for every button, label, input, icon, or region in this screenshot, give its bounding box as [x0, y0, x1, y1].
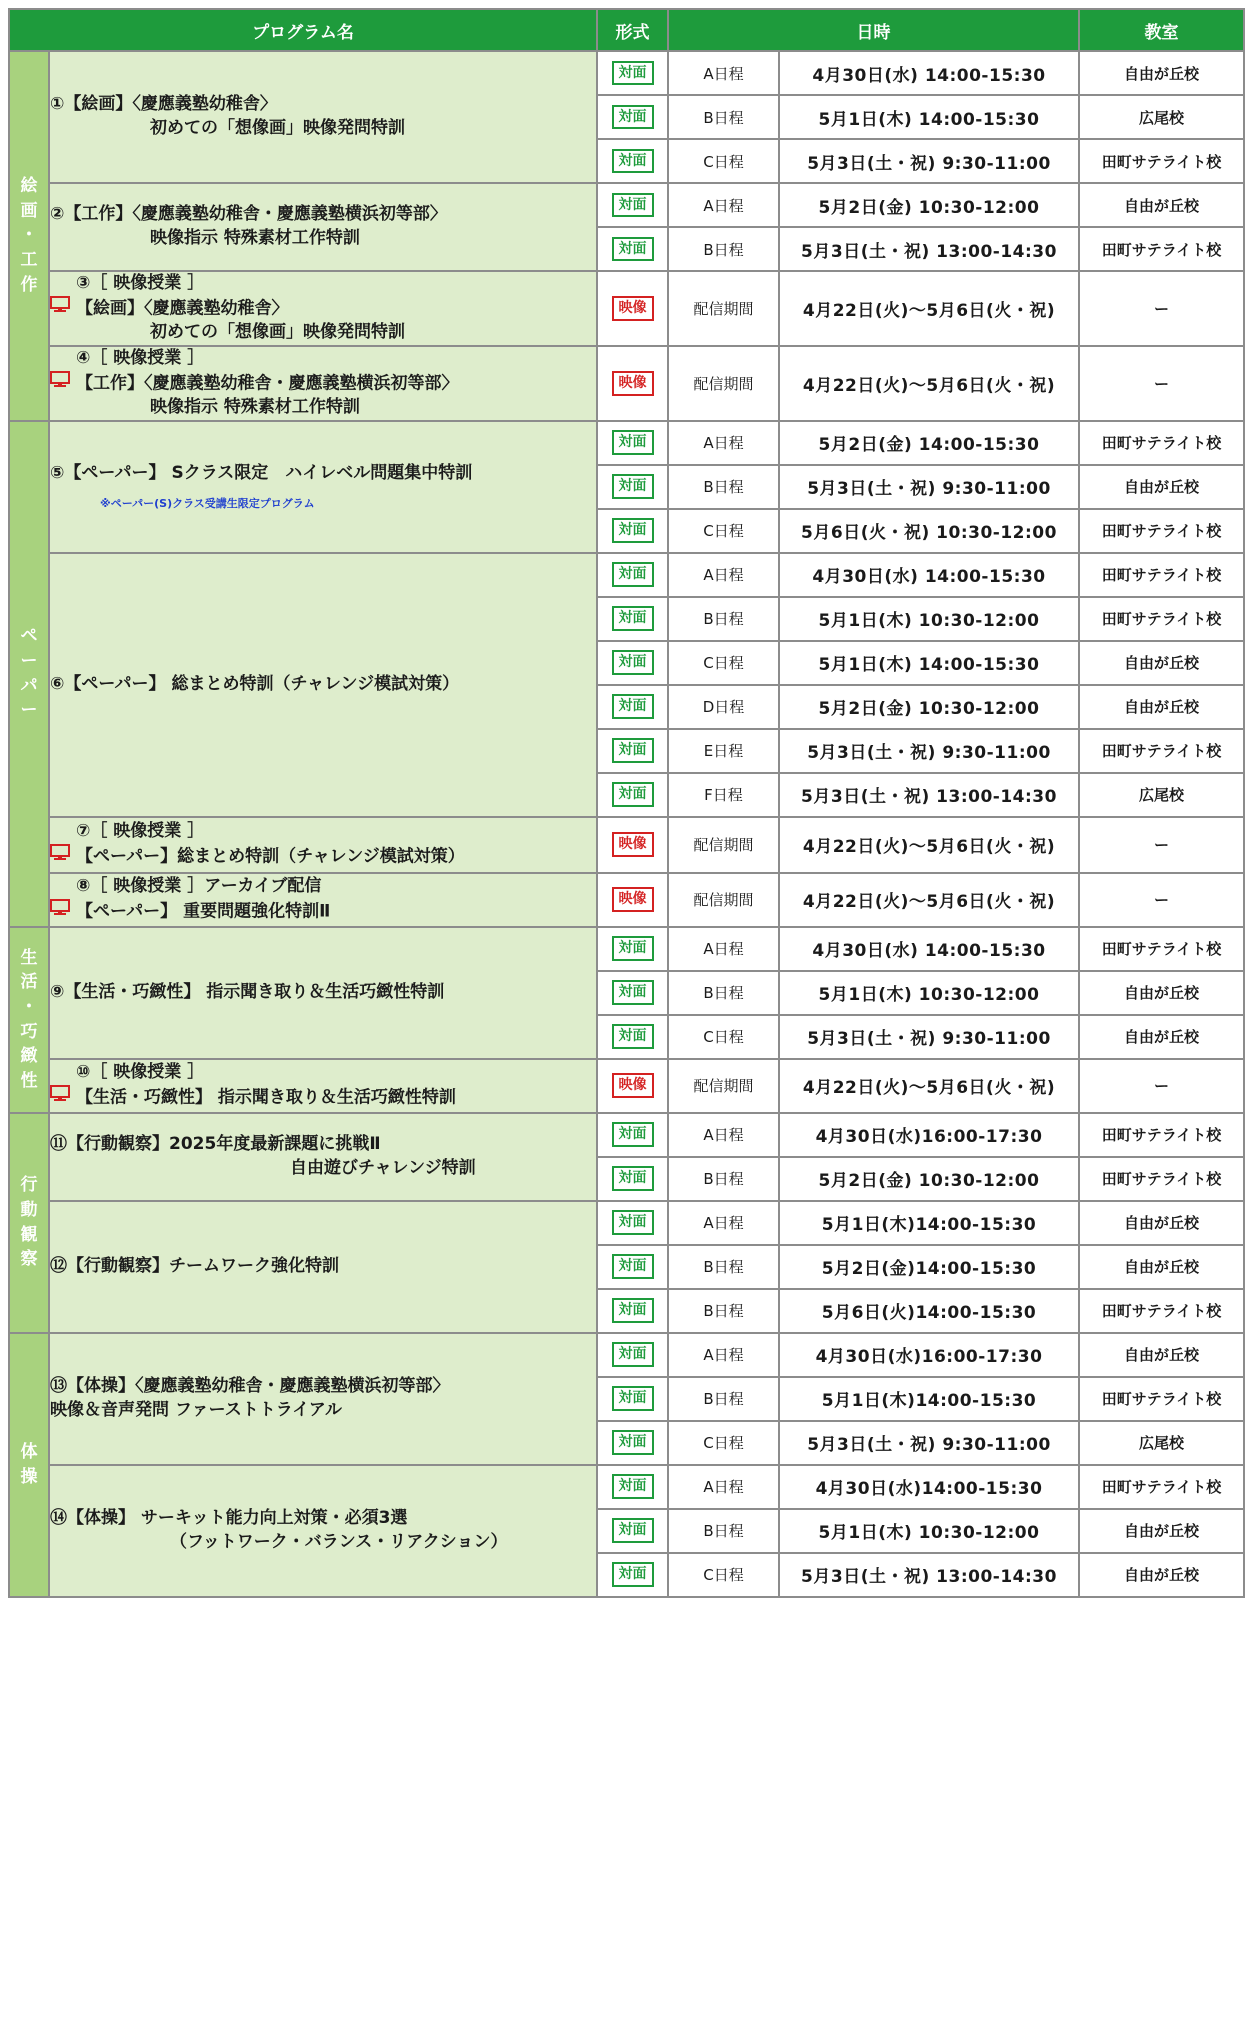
- video-badge: 映像: [612, 371, 654, 396]
- program-line: [50, 462, 596, 486]
- session-room: 田町サテライト校: [1079, 1157, 1244, 1201]
- program-line-text: ②【工作】〈慶應義塾幼稚舎・慶應義塾横浜初等部〉: [50, 204, 447, 225]
- session-datetime: 4月30日(水)16:00-17:30: [779, 1333, 1079, 1377]
- session-room: 自由が丘校: [1079, 183, 1244, 227]
- format-cell: [597, 1333, 668, 1377]
- session-datetime: 4月30日(水)16:00-17:30: [779, 1113, 1079, 1157]
- session-datetime: 5月3日(土・祝) 13:00-14:30: [779, 227, 1079, 271]
- format-cell: [597, 421, 668, 465]
- monitor-icon: [50, 371, 70, 396]
- session-name: B日程: [668, 1157, 779, 1201]
- category-char: 動: [20, 1199, 38, 1220]
- session-name: B日程: [668, 465, 779, 509]
- in-person-badge: 対面: [612, 694, 654, 719]
- session-row: [9, 51, 1244, 95]
- session-room: 田町サテライト校: [1079, 139, 1244, 183]
- session-name: A日程: [668, 1201, 779, 1245]
- in-person-badge: 対面: [612, 1024, 654, 1049]
- format-cell: [597, 1201, 668, 1245]
- session-datetime: 5月2日(金) 10:30-12:00: [779, 685, 1079, 729]
- session-name: 配信期間: [668, 873, 779, 927]
- program-line-text: ⑭【体操】 サーキット能力向上対策・必須3選: [50, 1507, 408, 1528]
- in-person-badge: 対面: [612, 1166, 654, 1191]
- monitor-icon: [50, 1085, 70, 1110]
- format-cell: [597, 509, 668, 553]
- category-char: 観: [20, 1224, 38, 1245]
- session-room: 自由が丘校: [1079, 685, 1244, 729]
- session-datetime: 5月2日(金) 10:30-12:00: [779, 183, 1079, 227]
- category-char: 作: [20, 274, 38, 295]
- category-label: [9, 51, 49, 421]
- session-room: 田町サテライト校: [1079, 597, 1244, 641]
- video-badge: 映像: [612, 832, 654, 857]
- session-datetime: 5月1日(木) 10:30-12:00: [779, 597, 1079, 641]
- category-char: 活: [20, 972, 38, 993]
- session-room: 田町サテライト校: [1079, 1465, 1244, 1509]
- session-name: C日程: [668, 1015, 779, 1059]
- session-room: ー: [1079, 817, 1244, 873]
- session-name: B日程: [668, 1289, 779, 1333]
- session-room: 広尾校: [1079, 1421, 1244, 1465]
- session-datetime: 5月3日(土・祝) 9:30-11:00: [779, 1421, 1079, 1465]
- session-name: 配信期間: [668, 346, 779, 421]
- session-name: C日程: [668, 641, 779, 685]
- program-line-text: ⑥【ペーパー】 総まとめ特訓（チャレンジ模試対策）: [50, 673, 460, 694]
- session-name: B日程: [668, 971, 779, 1015]
- session-datetime: 5月2日(金)14:00-15:30: [779, 1245, 1079, 1289]
- session-room: 自由が丘校: [1079, 1553, 1244, 1597]
- session-name: 配信期間: [668, 817, 779, 873]
- in-person-badge: 対面: [612, 518, 654, 543]
- session-row: [9, 927, 1244, 971]
- session-datetime: 5月1日(木) 10:30-12:00: [779, 1509, 1079, 1553]
- format-cell: [597, 227, 668, 271]
- session-room: 自由が丘校: [1079, 1333, 1244, 1377]
- session-name: A日程: [668, 1465, 779, 1509]
- program-line: [50, 673, 596, 697]
- format-cell: [597, 971, 668, 1015]
- program-line: [50, 117, 596, 141]
- session-room: 田町サテライト校: [1079, 729, 1244, 773]
- session-name: C日程: [668, 139, 779, 183]
- format-cell: [597, 1377, 668, 1421]
- session-name: B日程: [668, 597, 779, 641]
- program-note: ※ペーパー(S)クラス受講生限定プログラム: [100, 496, 315, 510]
- program-line-text: 【ペーパー】 重要問題強化特訓Ⅱ: [76, 901, 331, 922]
- in-person-badge: 対面: [612, 1122, 654, 1147]
- format-cell: [597, 465, 668, 509]
- category-char: 察: [20, 1249, 38, 1270]
- in-person-badge: 対面: [612, 61, 654, 86]
- session-name: A日程: [668, 927, 779, 971]
- session-room: 田町サテライト校: [1079, 1113, 1244, 1157]
- session-datetime: 5月3日(土・祝) 13:00-14:30: [779, 773, 1079, 817]
- program-line-text: 映像指示 特殊素材工作特訓: [150, 228, 360, 248]
- category-char: ・: [20, 225, 38, 246]
- program-line-text: 初めての「想像画」映像発問特訓: [150, 322, 405, 342]
- program-line: [50, 203, 596, 227]
- session-room: 田町サテライト校: [1079, 553, 1244, 597]
- session-name: B日程: [668, 1509, 779, 1553]
- program-line: [50, 371, 596, 396]
- session-room: ー: [1079, 346, 1244, 421]
- session-room: 田町サテライト校: [1079, 421, 1244, 465]
- session-room: 自由が丘校: [1079, 1015, 1244, 1059]
- program-line: [50, 347, 596, 371]
- session-room: 田町サテライト校: [1079, 1377, 1244, 1421]
- session-datetime: 5月2日(金) 14:00-15:30: [779, 421, 1079, 465]
- schedule-body: [9, 51, 1244, 1597]
- program-line: [50, 1085, 596, 1110]
- program-line-text: ④［ 映像授業 ］: [76, 347, 205, 368]
- category-char: 緻: [20, 1046, 38, 1067]
- program-line: [50, 227, 596, 251]
- header-program: プログラム名: [9, 9, 597, 51]
- category-char: 操: [20, 1466, 38, 1487]
- program-line-text: 初めての「想像画」映像発問特訓: [150, 118, 405, 138]
- format-cell: [597, 817, 668, 873]
- category-char: ー: [20, 700, 38, 721]
- session-row: [9, 1465, 1244, 1509]
- program-line: [50, 396, 596, 420]
- session-datetime: 4月30日(水) 14:00-15:30: [779, 51, 1079, 95]
- program-line: [50, 899, 596, 924]
- session-name: C日程: [668, 1421, 779, 1465]
- video-badge: 映像: [612, 887, 654, 912]
- in-person-badge: 対面: [612, 149, 654, 174]
- session-name: C日程: [668, 1553, 779, 1597]
- in-person-badge: 対面: [612, 606, 654, 631]
- session-row: [9, 421, 1244, 465]
- program-line-text: ⑦［ 映像授業 ］: [76, 821, 205, 842]
- program-line: [50, 1061, 596, 1085]
- session-row: [9, 271, 1244, 346]
- format-cell: [597, 873, 668, 927]
- program-line-text: 【ペーパー】総まとめ特訓（チャレンジ模試対策）: [76, 846, 465, 867]
- in-person-badge: 対面: [612, 936, 654, 961]
- session-room: 広尾校: [1079, 773, 1244, 817]
- session-name: F日程: [668, 773, 779, 817]
- program-line-text: ①【絵画】〈慶應義塾幼稚舎〉: [50, 94, 277, 115]
- session-row: [9, 817, 1244, 873]
- monitor-icon: [50, 296, 70, 321]
- in-person-badge: 対面: [612, 1474, 654, 1499]
- in-person-badge: 対面: [612, 105, 654, 130]
- session-name: E日程: [668, 729, 779, 773]
- session-datetime: 5月6日(火)14:00-15:30: [779, 1289, 1079, 1333]
- session-row: [9, 183, 1244, 227]
- program-name: [49, 1333, 597, 1465]
- program-name: [49, 553, 597, 817]
- session-datetime: 5月1日(木) 10:30-12:00: [779, 971, 1079, 1015]
- in-person-badge: 対面: [612, 980, 654, 1005]
- session-name: 配信期間: [668, 271, 779, 346]
- category-char: 性: [20, 1070, 38, 1091]
- in-person-badge: 対面: [612, 1562, 654, 1587]
- program-name: [49, 51, 597, 183]
- format-cell: [597, 927, 668, 971]
- program-line-text: ⑬【体操】〈慶應義塾幼稚舎・慶應義塾横浜初等部〉: [50, 1375, 450, 1396]
- category-label: [9, 1113, 49, 1333]
- session-datetime: 4月30日(水) 14:00-15:30: [779, 927, 1079, 971]
- format-cell: [597, 95, 668, 139]
- in-person-badge: 対面: [612, 782, 654, 807]
- session-room: 自由が丘校: [1079, 641, 1244, 685]
- in-person-badge: 対面: [612, 1386, 654, 1411]
- session-datetime: 4月22日(火)～5月6日(火・祝): [779, 1059, 1079, 1113]
- program-line: [50, 1157, 596, 1181]
- program-name: [49, 346, 597, 421]
- session-datetime: 5月2日(金) 10:30-12:00: [779, 1157, 1079, 1201]
- program-line: [50, 981, 596, 1005]
- session-datetime: 4月22日(火)～5月6日(火・祝): [779, 817, 1079, 873]
- header-datetime: 日時: [668, 9, 1079, 51]
- session-room: ー: [1079, 271, 1244, 346]
- program-line: [50, 875, 596, 899]
- in-person-badge: 対面: [612, 562, 654, 587]
- session-row: [9, 1059, 1244, 1113]
- session-name: B日程: [668, 227, 779, 271]
- session-room: ー: [1079, 873, 1244, 927]
- in-person-badge: 対面: [612, 650, 654, 675]
- session-datetime: 4月22日(火)～5月6日(火・祝): [779, 873, 1079, 927]
- video-badge: 映像: [612, 296, 654, 321]
- format-cell: [597, 346, 668, 421]
- in-person-badge: 対面: [612, 738, 654, 763]
- format-cell: [597, 641, 668, 685]
- in-person-badge: 対面: [612, 1298, 654, 1323]
- header-room: 教室: [1079, 9, 1244, 51]
- program-line-text: 【絵画】〈慶應義塾幼稚舎〉: [76, 298, 289, 319]
- format-cell: [597, 1421, 668, 1465]
- category-label: [9, 1333, 49, 1597]
- session-datetime: 5月3日(土・祝) 9:30-11:00: [779, 139, 1079, 183]
- session-name: A日程: [668, 421, 779, 465]
- program-name: [49, 1113, 597, 1201]
- session-datetime: 5月1日(木) 14:00-15:30: [779, 641, 1079, 685]
- category-char: パ: [20, 675, 38, 696]
- in-person-badge: 対面: [612, 1518, 654, 1543]
- program-line: [50, 1531, 596, 1555]
- in-person-badge: 対面: [612, 1430, 654, 1455]
- format-cell: [597, 51, 668, 95]
- category-char: 行: [20, 1175, 38, 1196]
- program-line-text: ⑧［ 映像授業 ］アーカイブ配信: [76, 876, 322, 897]
- session-name: A日程: [668, 553, 779, 597]
- program-line-text: 自由遊びチャレンジ特訓: [290, 1157, 476, 1178]
- session-room: 田町サテライト校: [1079, 227, 1244, 271]
- format-cell: [597, 1289, 668, 1333]
- program-line: [50, 1133, 596, 1157]
- session-row: [9, 553, 1244, 597]
- session-datetime: 5月3日(土・祝) 9:30-11:00: [779, 465, 1079, 509]
- program-line: [50, 93, 596, 117]
- session-name: A日程: [668, 183, 779, 227]
- category-label: [9, 927, 49, 1113]
- session-name: A日程: [668, 1113, 779, 1157]
- format-cell: [597, 597, 668, 641]
- format-cell: [597, 1113, 668, 1157]
- session-room: 自由が丘校: [1079, 51, 1244, 95]
- program-line-text: ⑫【行動観察】チームワーク強化特訓: [50, 1255, 339, 1276]
- session-room: 田町サテライト校: [1079, 509, 1244, 553]
- in-person-badge: 対面: [612, 474, 654, 499]
- program-name: [49, 271, 597, 346]
- format-cell: [597, 685, 668, 729]
- session-datetime: 4月30日(水) 14:00-15:30: [779, 553, 1079, 597]
- category-char: ー: [20, 650, 38, 671]
- program-line: [50, 1507, 596, 1531]
- program-name: [49, 873, 597, 927]
- format-cell: [597, 553, 668, 597]
- session-name: D日程: [668, 685, 779, 729]
- session-row: [9, 1113, 1244, 1157]
- category-char: ・: [20, 996, 38, 1017]
- session-room: 自由が丘校: [1079, 1509, 1244, 1553]
- format-cell: [597, 729, 668, 773]
- format-cell: [597, 139, 668, 183]
- program-line-text: 【工作】〈慶應義塾幼稚舎・慶應義塾横浜初等部〉: [76, 373, 459, 393]
- format-cell: [597, 1553, 668, 1597]
- header-row: [9, 9, 1244, 51]
- category-char: 巧: [20, 1021, 38, 1042]
- session-name: A日程: [668, 51, 779, 95]
- session-room: ー: [1079, 1059, 1244, 1113]
- program-line-text: ⑪【行動観察】2025年度最新課題に挑戦Ⅱ: [50, 1133, 381, 1154]
- category-char: 体: [20, 1441, 38, 1462]
- category-char: ペ: [20, 626, 38, 647]
- format-cell: [597, 1157, 668, 1201]
- format-cell: [597, 1465, 668, 1509]
- session-datetime: 5月3日(土・祝) 9:30-11:00: [779, 729, 1079, 773]
- program-name: [49, 421, 597, 553]
- session-datetime: 5月1日(木)14:00-15:30: [779, 1201, 1079, 1245]
- category-char: 絵: [20, 176, 38, 197]
- session-name: C日程: [668, 509, 779, 553]
- category-char: 生: [20, 947, 38, 968]
- program-line: [50, 1375, 596, 1399]
- program-line-text: 映像＆音声発問 ファーストトライアル: [50, 1399, 343, 1420]
- category-label: [9, 421, 49, 927]
- session-datetime: 4月22日(火)～5月6日(火・祝): [779, 271, 1079, 346]
- session-room: 自由が丘校: [1079, 971, 1244, 1015]
- program-name: [49, 183, 597, 271]
- category-char: 画: [20, 200, 38, 221]
- in-person-badge: 対面: [612, 430, 654, 455]
- format-cell: [597, 183, 668, 227]
- session-datetime: 5月1日(木) 14:00-15:30: [779, 95, 1079, 139]
- session-datetime: 5月6日(火・祝) 10:30-12:00: [779, 509, 1079, 553]
- program-line: [50, 844, 596, 869]
- program-name: [49, 927, 597, 1059]
- video-badge: 映像: [612, 1073, 654, 1098]
- session-name: B日程: [668, 95, 779, 139]
- category-char: 工: [20, 250, 38, 271]
- schedule-table: [8, 8, 1245, 1598]
- session-name: 配信期間: [668, 1059, 779, 1113]
- header-format: 形式: [597, 9, 668, 51]
- program-line: [50, 321, 596, 345]
- session-row: [9, 1333, 1244, 1377]
- format-cell: [597, 773, 668, 817]
- monitor-icon: [50, 844, 70, 869]
- in-person-badge: 対面: [612, 237, 654, 262]
- session-row: [9, 346, 1244, 421]
- program-name: [49, 817, 597, 873]
- in-person-badge: 対面: [612, 1254, 654, 1279]
- program-line-text: 【生活・巧緻性】 指示聞き取り＆生活巧緻性特訓: [76, 1087, 456, 1108]
- program-line: [50, 296, 596, 321]
- format-cell: [597, 1015, 668, 1059]
- session-name: B日程: [668, 1377, 779, 1421]
- session-room: 広尾校: [1079, 95, 1244, 139]
- format-cell: [597, 1509, 668, 1553]
- format-cell: [597, 1245, 668, 1289]
- session-room: 自由が丘校: [1079, 1201, 1244, 1245]
- program-line-text: ③［ 映像授業 ］: [76, 273, 205, 293]
- program-line-text: 映像指示 特殊素材工作特訓: [150, 396, 360, 417]
- program-line: [50, 1255, 596, 1279]
- session-datetime: 4月30日(水)14:00-15:30: [779, 1465, 1079, 1509]
- session-name: A日程: [668, 1333, 779, 1377]
- session-datetime: 5月3日(土・祝) 13:00-14:30: [779, 1553, 1079, 1597]
- session-room: 自由が丘校: [1079, 465, 1244, 509]
- program-name: [49, 1059, 597, 1113]
- session-datetime: 5月3日(土・祝) 9:30-11:00: [779, 1015, 1079, 1059]
- in-person-badge: 対面: [612, 1210, 654, 1235]
- program-line: [50, 272, 596, 296]
- session-room: 自由が丘校: [1079, 1245, 1244, 1289]
- program-line-text: ⑤【ペーパー】 Sクラス限定 ハイレベル問題集中特訓: [50, 463, 473, 483]
- in-person-badge: 対面: [612, 1342, 654, 1367]
- program-line-text: （フットワーク・バランス・リアクション）: [170, 1531, 508, 1552]
- session-room: 田町サテライト校: [1079, 1289, 1244, 1333]
- session-datetime: 4月22日(火)～5月6日(火・祝): [779, 346, 1079, 421]
- program-name: [49, 1201, 597, 1333]
- program-line: [50, 1399, 596, 1423]
- session-room: 田町サテライト校: [1079, 927, 1244, 971]
- program-line: [50, 820, 596, 844]
- monitor-icon: [50, 899, 70, 924]
- session-datetime: 5月1日(木)14:00-15:30: [779, 1377, 1079, 1421]
- session-name: B日程: [668, 1245, 779, 1289]
- program-line-text: ⑨【生活・巧緻性】 指示聞き取り＆生活巧緻性特訓: [50, 981, 445, 1002]
- format-cell: [597, 271, 668, 346]
- program-name: [49, 1465, 597, 1597]
- session-row: [9, 1201, 1244, 1245]
- format-cell: [597, 1059, 668, 1113]
- in-person-badge: 対面: [612, 193, 654, 218]
- program-line-text: ⑩［ 映像授業 ］: [76, 1062, 205, 1083]
- session-row: [9, 873, 1244, 927]
